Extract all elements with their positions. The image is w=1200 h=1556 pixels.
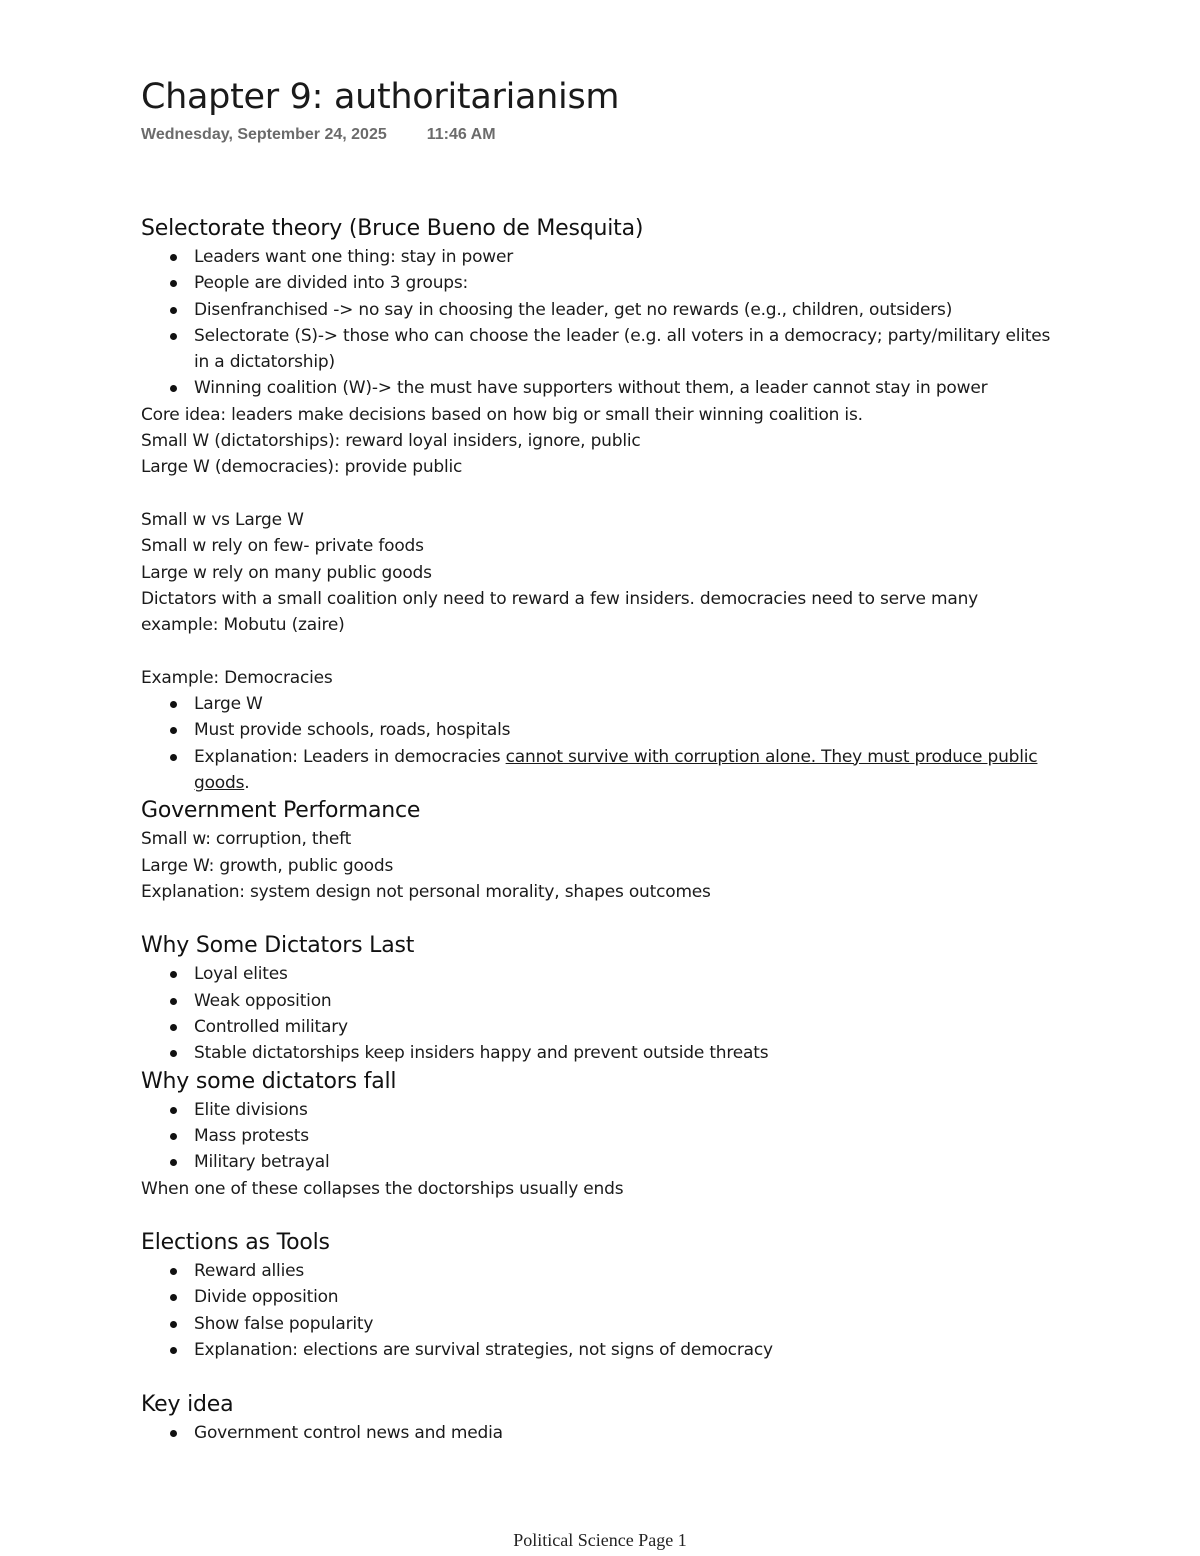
list-item: Mass protests	[194, 1123, 1061, 1149]
list-item: Controlled military	[194, 1014, 1061, 1040]
list-item: Must provide schools, roads, hospitals	[194, 717, 1061, 743]
section-heading-key-idea: Key idea	[141, 1391, 234, 1417]
page-title: Chapter 9: authoritarianism	[141, 77, 620, 117]
list-item: Winning coalition (W)-> the must have supporters without them, a leader cannot stay in power	[194, 375, 1061, 401]
elections-bullet-list	[141, 1258, 1061, 1363]
list-item: Elite divisions	[194, 1097, 1061, 1123]
list-item	[194, 744, 1061, 797]
list-item: Reward allies	[194, 1258, 1061, 1284]
list-item: Show false popularity	[194, 1311, 1061, 1337]
text-line: When one of these collapses the doctorships usually ends	[141, 1178, 624, 1199]
page-footer: Political Science Page 1	[513, 1530, 687, 1550]
text-line: Small w rely on few- private foods	[141, 536, 424, 557]
list-item: Military betrayal	[194, 1149, 1061, 1175]
text-line: Large W (democracies): provide public	[141, 457, 463, 478]
text-line: Example: Democracies	[141, 667, 333, 688]
list-item: Loyal elites	[194, 961, 1061, 987]
list-item: Large W	[194, 691, 1061, 717]
note-body	[141, 214, 1061, 1446]
text-line: example: Mobutu (zaire)	[141, 615, 345, 636]
list-item: Leaders want one thing: stay in power	[194, 244, 1061, 270]
list-item: Disenfranchised -> no say in choosing the leader, get no rewards (e.g., children, outsiders)	[194, 297, 1061, 323]
section-heading-selectorate: Selectorate theory (Bruce Bueno de Mesquita)	[141, 216, 644, 241]
selectorate-bullet-list	[141, 244, 1061, 402]
list-item: People are divided into 3 groups:	[194, 270, 1061, 296]
text-line: Small W (dictatorships): reward loyal insiders, ignore, public	[141, 431, 641, 452]
list-item: Government control news and media	[194, 1420, 1061, 1446]
explanation-suffix: .	[244, 772, 250, 793]
underlined-text: cannot survive with corruption alone. They must produce public goods	[194, 746, 1038, 793]
blank-line	[141, 481, 1061, 507]
list-item: Explanation: elections are survival strategies, not signs of democracy	[194, 1337, 1061, 1363]
list-item: Selectorate (S)-> those who can choose the leader (e.g. all voters in a democracy; party/military elites in a dictatorship)	[194, 323, 1061, 376]
blank-line	[141, 1363, 1061, 1389]
section-heading-elections: Elections as Tools	[141, 1230, 330, 1256]
note-date: Wednesday, September 24, 2025	[141, 126, 387, 143]
list-item: Divide opposition	[194, 1284, 1061, 1310]
note-time: 11:46 AM	[426, 126, 496, 143]
section-heading-performance: Government Performance	[141, 798, 421, 824]
explanation-prefix: Explanation: Leaders in democracies	[194, 746, 506, 767]
note-content	[141, 74, 1061, 1446]
blank-line	[141, 905, 1061, 931]
democracies-bullet-list	[141, 691, 1061, 796]
note-timestamp	[141, 126, 1061, 150]
blank-line	[141, 638, 1061, 664]
text-line: Small w vs Large W	[141, 509, 304, 530]
text-line: Dictators with a small coalition only need to reward a few insiders. democracies need to serve many	[141, 588, 979, 609]
text-line: Explanation: system design not personal morality, shapes outcomes	[141, 881, 711, 902]
text-line: Small w: corruption, theft	[141, 829, 352, 850]
dictators-fall-bullet-list	[141, 1097, 1061, 1176]
dictators-last-bullet-list	[141, 961, 1061, 1066]
list-item: Weak opposition	[194, 988, 1061, 1014]
section-heading-dictators-fall: Why some dictators fall	[141, 1068, 397, 1094]
text-line: Large W: growth, public goods	[141, 855, 394, 876]
text-line: Core idea: leaders make decisions based on how big or small their winning coalition is.	[141, 404, 863, 425]
text-line: Large w rely on many public goods	[141, 562, 432, 583]
section-heading-dictators-last: Why Some Dictators Last	[141, 933, 415, 959]
blank-line	[141, 1202, 1061, 1228]
list-item: Stable dictatorships keep insiders happy and prevent outside threats	[194, 1040, 1061, 1066]
key-idea-bullet-list	[141, 1420, 1061, 1446]
